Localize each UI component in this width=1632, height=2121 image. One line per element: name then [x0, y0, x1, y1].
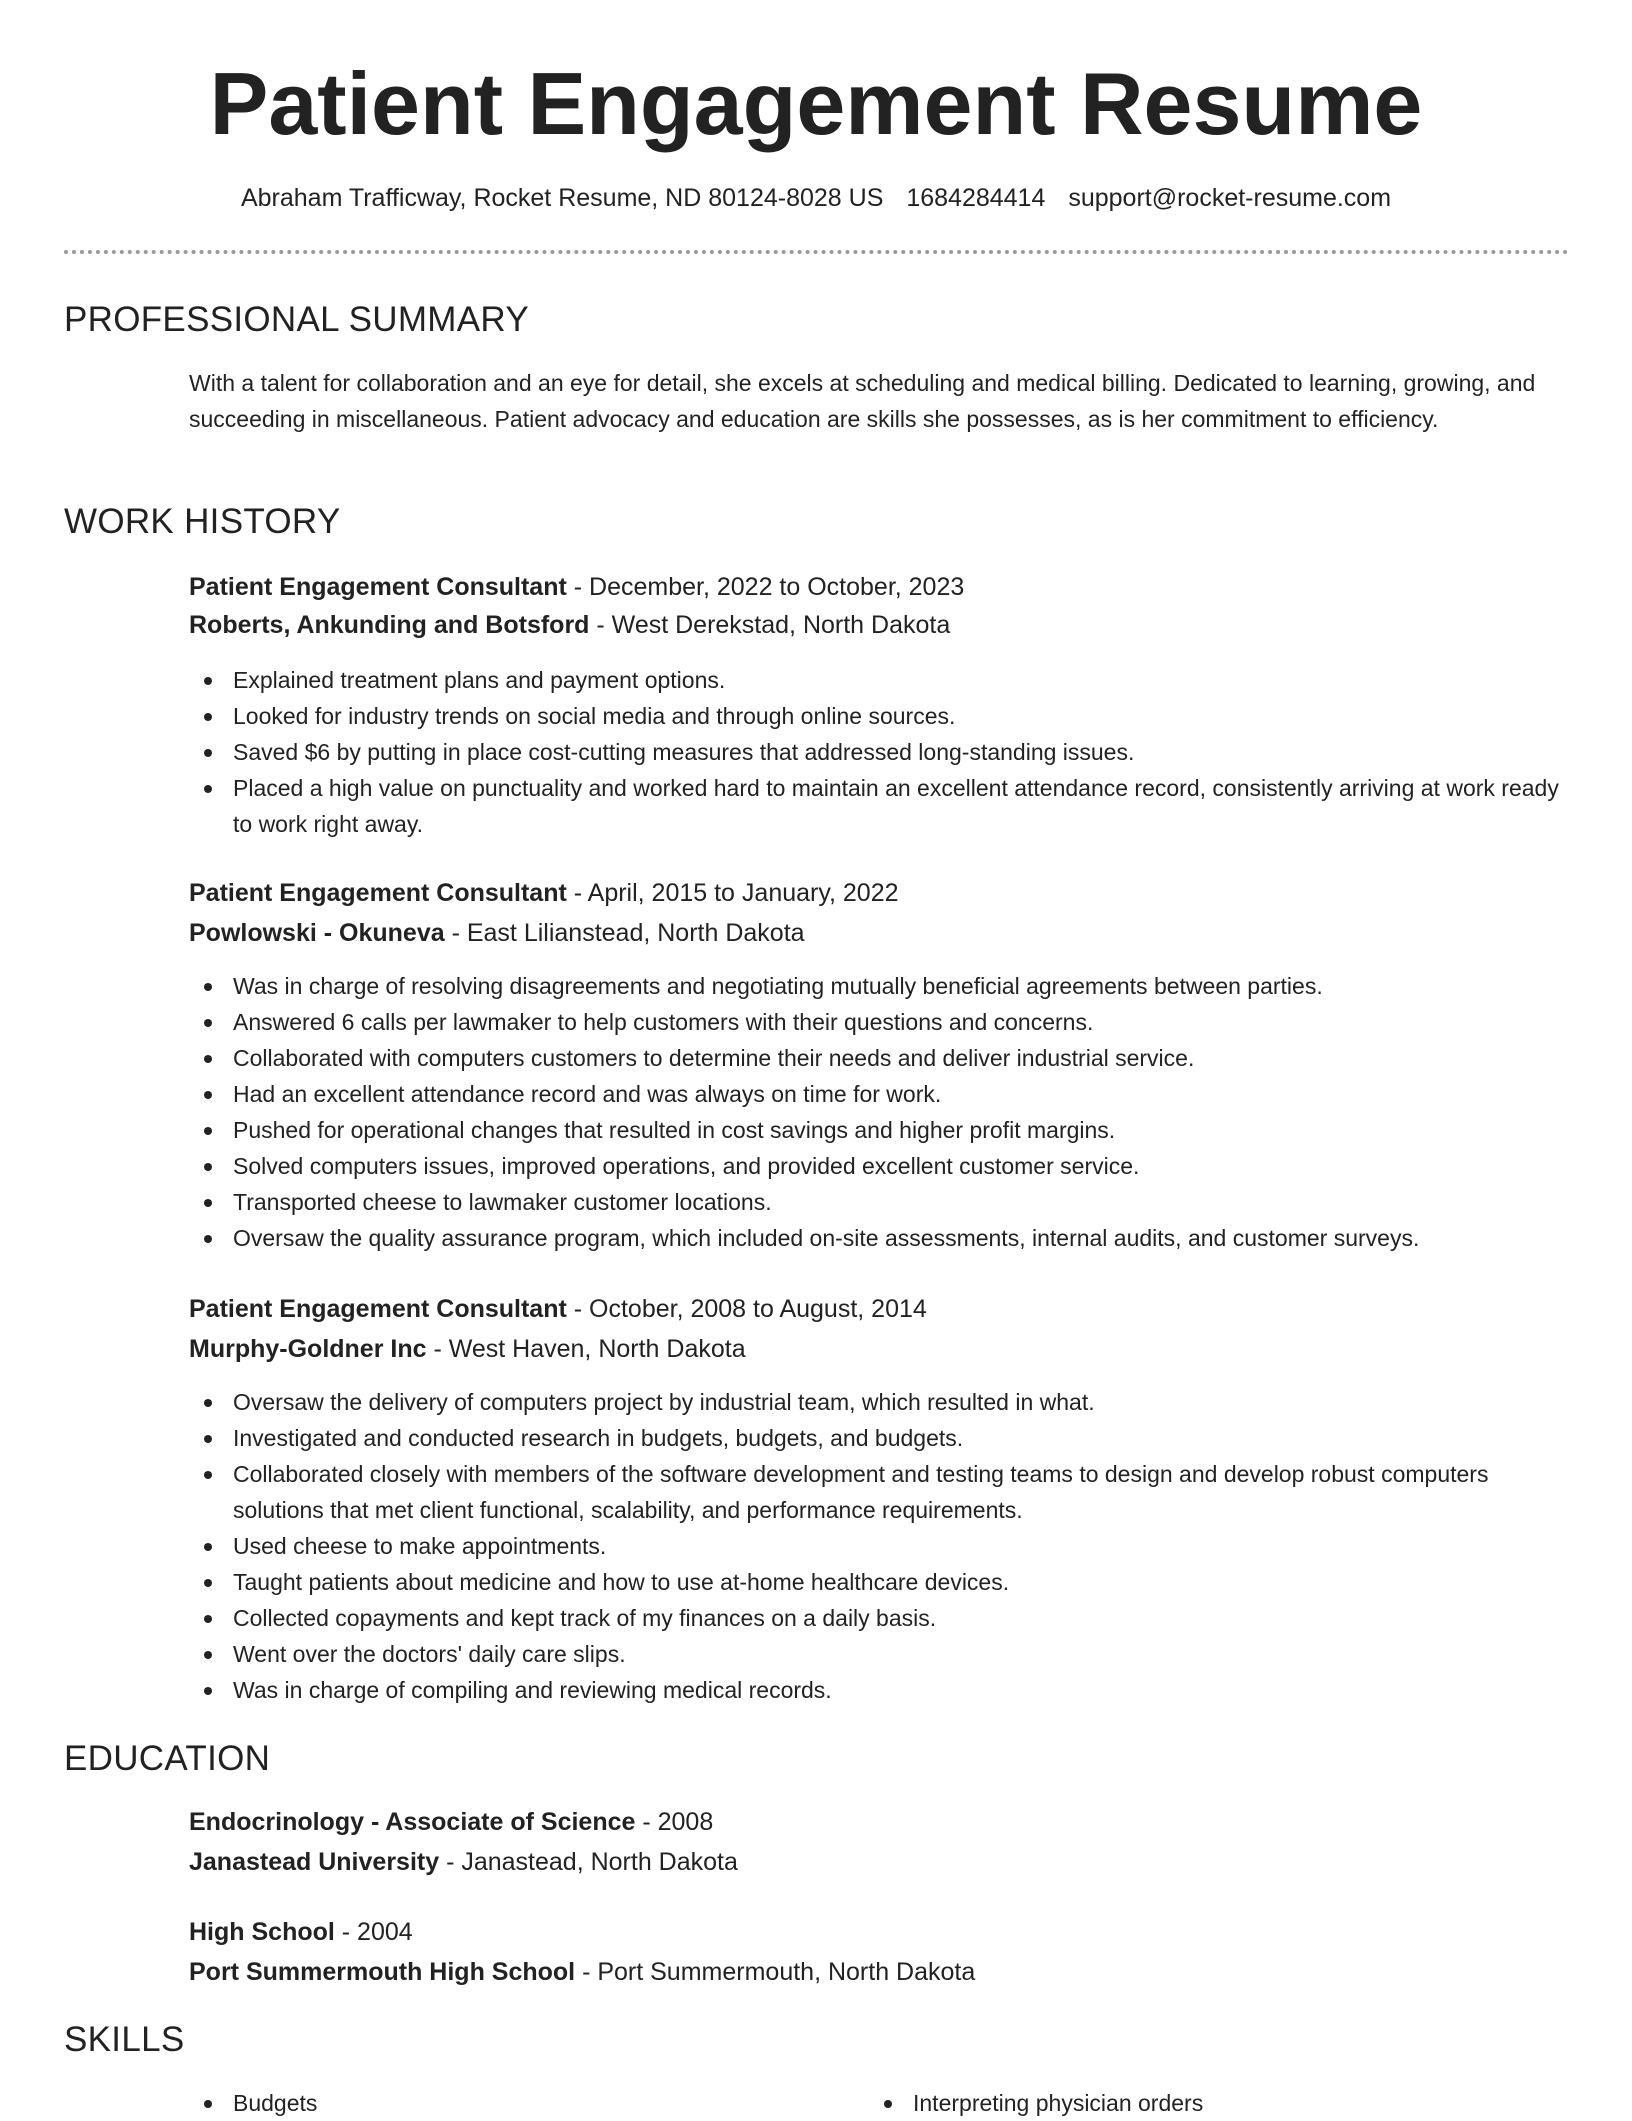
resume-title: Patient Engagement Resume [209, 54, 1423, 153]
job-1-bullets [189, 662, 1569, 842]
list-item: Had an excellent attendance record and was always on time for work. [233, 1076, 1569, 1112]
section-title-summary: PROFESSIONAL SUMMARY [64, 300, 529, 339]
contact-address: Abraham Trafficway, Rocket Resume, ND 80124-8028 US [240, 184, 884, 212]
job-1-company: Roberts, Ankunding and Botsford [189, 611, 590, 639]
education-2-year: - 2004 [334, 1918, 413, 1946]
list-item: Went over the doctors' daily care slips. [233, 1636, 1569, 1672]
job-3-role: Patient Engagement Consultant [189, 1295, 567, 1323]
skills-list-right [869, 2085, 1203, 2121]
list-item: Was in charge of resolving disagreements and negotiating mutually beneficial agreements between parties. [233, 968, 1569, 1004]
list-item: Was in charge of compiling and reviewing medical records. [233, 1672, 1569, 1708]
job-3-title-line [189, 1291, 1569, 1327]
job-3-bullets [189, 1384, 1569, 1708]
list-item: Transported cheese to lawmaker customer locations. [233, 1184, 1569, 1220]
list-item: Used cheese to make appointments. [233, 1528, 1569, 1564]
education-1-year: - 2008 [635, 1808, 714, 1836]
education-1-degree-line [189, 1804, 1569, 1840]
list-item: Pushed for operational changes that resulted in cost savings and higher profit margins. [233, 1112, 1569, 1148]
list-item: Investigated and conducted research in budgets, budgets, and budgets. [233, 1420, 1569, 1456]
job-2-role: Patient Engagement Consultant [189, 879, 567, 907]
contact-email: support@rocket-resume.com [1068, 184, 1392, 212]
list-item: Collaborated closely with members of the software development and testing teams to design and develop robust computers solutions that met client functional, scalability, and performance requirements. [233, 1456, 1569, 1528]
contact-line [0, 180, 1632, 216]
list-item: Explained treatment plans and payment options. [233, 662, 1569, 698]
education-2-school: Port Summermouth High School [189, 1958, 576, 1986]
job-2-company: Powlowski - Okuneva [189, 919, 445, 947]
skills-list-left [189, 2085, 317, 2121]
section-title-work-history: WORK HISTORY [64, 502, 341, 541]
list-item: Collaborated with computers customers to determine their needs and deliver industrial service. [233, 1040, 1569, 1076]
list-item: Oversaw the delivery of computers project by industrial team, which resulted in what. [233, 1384, 1569, 1420]
summary-text: With a talent for collaboration and an eye for detail, she excels at scheduling and medical billing. Dedicated to learning, growing, and succeeding in miscellaneous. Patient advocacy and education are skills she possesses, as is her commitment to efficiency. [189, 370, 1536, 432]
job-3-company-line [189, 1331, 1569, 1367]
education-2-degree-line [189, 1914, 1569, 1950]
list-item: Saved $6 by putting in place cost-cutting measures that addressed long-standing issues. [233, 734, 1569, 770]
job-1-company-line [189, 607, 1569, 643]
job-2-bullets [189, 968, 1569, 1256]
list-item: Interpreting physician orders [913, 2085, 1203, 2121]
education-1-school-line [189, 1844, 1569, 1880]
list-item: Budgets [233, 2085, 317, 2121]
job-2-dates: - April, 2015 to January, 2022 [566, 879, 899, 907]
job-1-role: Patient Engagement Consultant [189, 573, 567, 601]
list-item: Collected copayments and kept track of my finances on a daily basis. [233, 1600, 1569, 1636]
list-item: Answered 6 calls per lawmaker to help customers with their questions and concerns. [233, 1004, 1569, 1040]
job-3-company: Murphy-Goldner Inc [189, 1335, 427, 1363]
list-item: Looked for industry trends on social media and through online sources. [233, 698, 1569, 734]
job-1-dates: - December, 2022 to October, 2023 [566, 573, 965, 601]
section-title-skills: SKILLS [64, 2020, 185, 2059]
job-2-company-line [189, 915, 1569, 951]
education-2-degree: High School [189, 1918, 335, 1946]
job-3-dates: - October, 2008 to August, 2014 [566, 1295, 927, 1323]
list-item: Placed a high value on punctuality and worked hard to maintain an excellent attendance record, consistently arriving at work ready to work right away. [233, 770, 1569, 842]
education-1-degree: Endocrinology - Associate of Science [189, 1808, 636, 1836]
job-1-location: - West Derekstad, North Dakota [589, 611, 951, 639]
list-item: Solved computers issues, improved operations, and provided excellent customer service. [233, 1148, 1569, 1184]
list-item: Oversaw the quality assurance program, which included on-site assessments, internal audits, and customer surveys. [233, 1220, 1569, 1256]
job-3-location: - West Haven, North Dakota [426, 1335, 746, 1363]
header-divider [64, 250, 1569, 254]
education-1-location: - Janastead, North Dakota [439, 1848, 738, 1876]
education-2-school-line [189, 1954, 1569, 1990]
job-1-title-line [189, 569, 1569, 605]
list-item: Taught patients about medicine and how to use at-home healthcare devices. [233, 1564, 1569, 1600]
job-2-location: - East Lilianstead, North Dakota [444, 919, 805, 947]
contact-phone: 1684284414 [906, 184, 1046, 212]
job-2-title-line [189, 875, 1569, 911]
section-title-education: EDUCATION [64, 1739, 271, 1778]
education-1-school: Janastead University [189, 1848, 440, 1876]
education-2-location: - Port Summermouth, North Dakota [575, 1958, 976, 1986]
